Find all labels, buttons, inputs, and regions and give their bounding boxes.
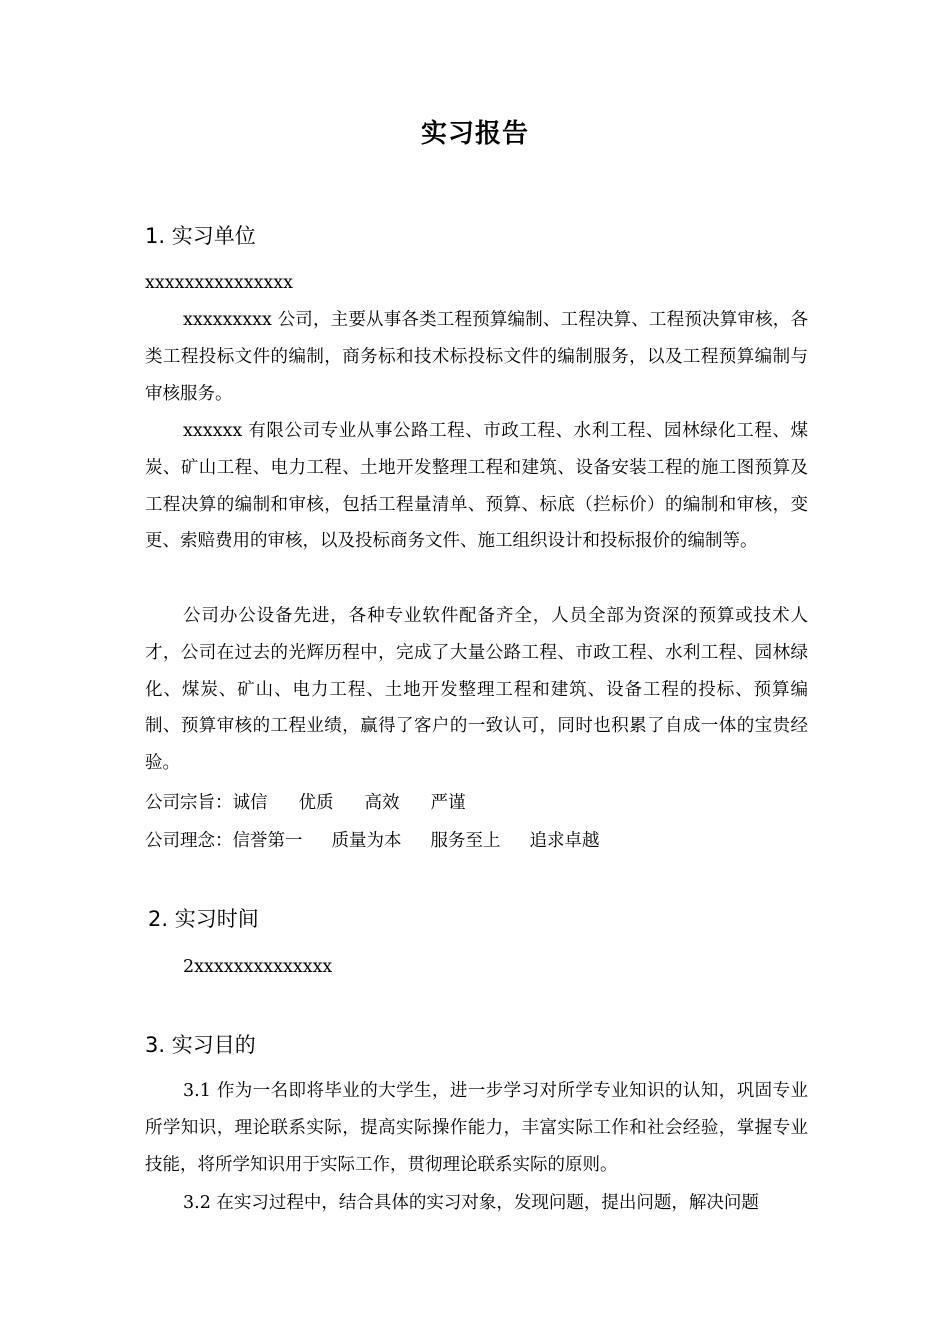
section-1-paragraph-1: xxxxxxxxx 公司，主要从事各类工程预算编制、工程决算、工程预决算审核，各类工程投标文件的编制，商务标和技术标投标文件的编制服务，以及工程预算编制与审核服务。 bbox=[145, 310, 808, 404]
internship-time-value: 2xxxxxxxxxxxxxx bbox=[183, 957, 333, 977]
section-3-paragraph-2: 3.2 在实习过程中，结合具体的实习对象，发现问题，提出问题，解决问题 bbox=[183, 1193, 759, 1213]
section-1-heading: 1. 实习单位 bbox=[145, 224, 256, 248]
section-2-heading: 2. 实习时间 bbox=[148, 907, 259, 931]
philosophy-item: 信誉第一 bbox=[232, 831, 303, 851]
tenet-item: 严谨 bbox=[430, 793, 466, 813]
section-1-paragraph-2: xxxxxx 有限公司专业从事公路工程、市政工程、水利工程、园林绿化工程、煤炭、矿山工程、电力工程、土地开发整理工程和建筑、设备安装工程的施工图预算及工程决算的编制和审核，包括工程量清单、预算、标底（拦标价）的编制和审核，变更、索赔费用的审核，以及投标商务文件、施工组织设计和投标报价的编制等。 bbox=[145, 421, 808, 552]
section-3-paragraph-1: 3.1 作为一名即将毕业的大学生，进一步学习对所学专业知识的认知，巩固专业所学知识，理论联系实际，提高实际操作能力，丰富实际工作和社会经验，掌握专业技能，将所学知识用于实际工作，贯彻理论联系实际的原则。 bbox=[145, 1081, 808, 1175]
tenet-item: 诚信 bbox=[232, 793, 268, 813]
philosophy-item: 追求卓越 bbox=[529, 831, 600, 851]
company-tenets bbox=[145, 788, 466, 818]
document-title: 实习报告 bbox=[420, 119, 529, 149]
section-1-paragraph-3: 公司办公设备先进，各种专业软件配备齐全，人员全部为资深的预算或技术人才，公司在过去的光辉历程中，完成了大量公路工程、市政工程、水利工程、园林绿化、煤炭、矿山、电力工程、土地开发整理工程和建筑、设备工程的投标、预算编制、预算审核的工程业绩，赢得了客户的一致认可，同时也积累了自成一体的宝贵经验。 bbox=[145, 606, 808, 774]
tenet-item: 高效 bbox=[364, 793, 400, 813]
company-name: xxxxxxxxxxxxxxx bbox=[145, 273, 294, 293]
philosophy-label: 公司理念： bbox=[145, 831, 233, 851]
tenet-item: 优质 bbox=[298, 793, 334, 813]
company-philosophy bbox=[145, 826, 600, 856]
philosophy-item: 服务至上 bbox=[430, 831, 501, 851]
philosophy-item: 质量为本 bbox=[331, 831, 402, 851]
tenet-label: 公司宗旨： bbox=[145, 793, 233, 813]
section-3-heading: 3. 实习目的 bbox=[145, 1033, 256, 1057]
